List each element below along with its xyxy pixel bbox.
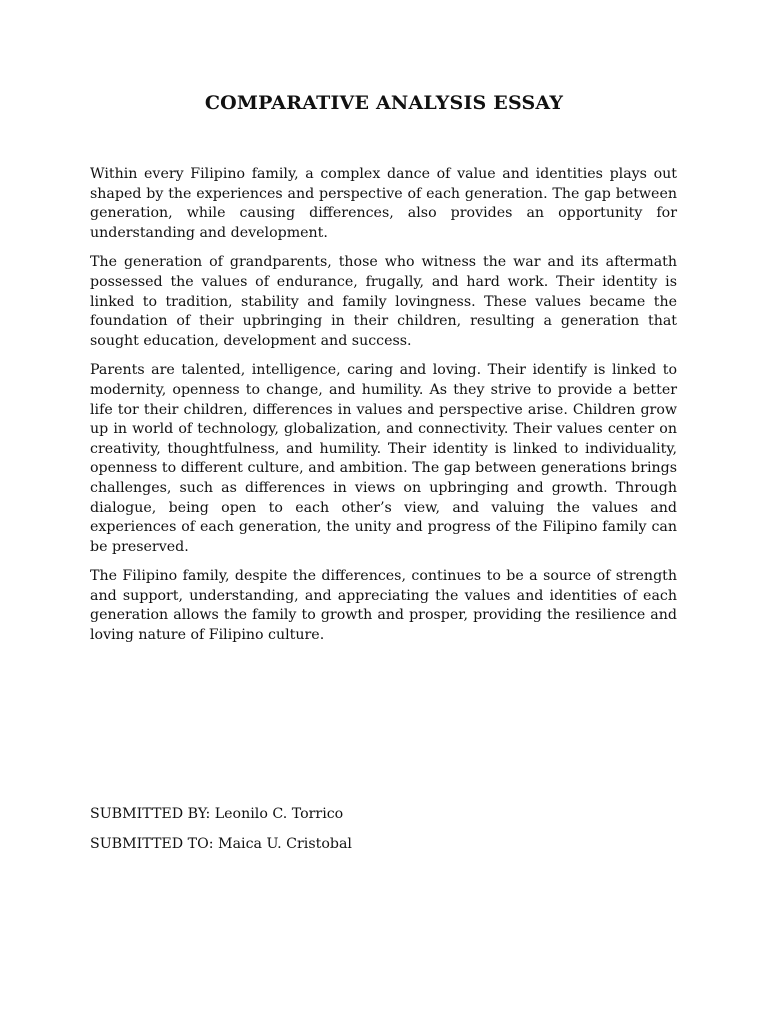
paragraph-conclusion: The Filipino family, despite the differences, continues to be a source of strength and support, understanding, and appreciating the values and identities of each generation allows the family to growth and prosper, providing the resilience and loving nature of Filipino culture. xyxy=(90,568,677,644)
submitted-to: SUBMITTED TO: Maica U. Cristobal xyxy=(90,835,352,852)
essay-body xyxy=(90,165,677,656)
submitted-by: SUBMITTED BY: Leonilo C. Torrico xyxy=(90,806,344,822)
submission-block xyxy=(90,805,690,864)
paragraph-parents-children: Parents are talented, intelligence, caring and loving. Their identify is linked to modernity, openness to change, and humility. As they strive to provide a better life tor their children, differences in values and perspective arise. Children grow up in world of technology, globalization, and connectivity. Their values center on creativity, thoughtfulness, and humility. Their identity is linked to individuality, openness to different culture, and ambition. The gap between generations brings challenges, such as differences in views on upbringing and growth. Through dialogue, being open to each other’s view, and valuing the values and experiences of each generation, the unity and progress of the Filipino family can be preserved. xyxy=(90,362,677,555)
document-title: COMPARATIVE ANALYSIS ESSAY xyxy=(204,92,564,114)
paragraph-grandparents: The generation of grandparents, those who witness the war and its aftermath possessed the values of endurance, frugally, and hard work. Their identity is linked to tradition, stability and family lovingness. These values became the foundation of their upbringing in their children, resulting a generation that sought education, development and success. xyxy=(90,254,677,349)
paragraph-intro: Within every Filipino family, a complex dance of value and identities plays out shaped by the experiences and perspective of each generation. The gap between generation, while causing differences, also provides an opportunity for understanding and development. xyxy=(90,166,677,241)
